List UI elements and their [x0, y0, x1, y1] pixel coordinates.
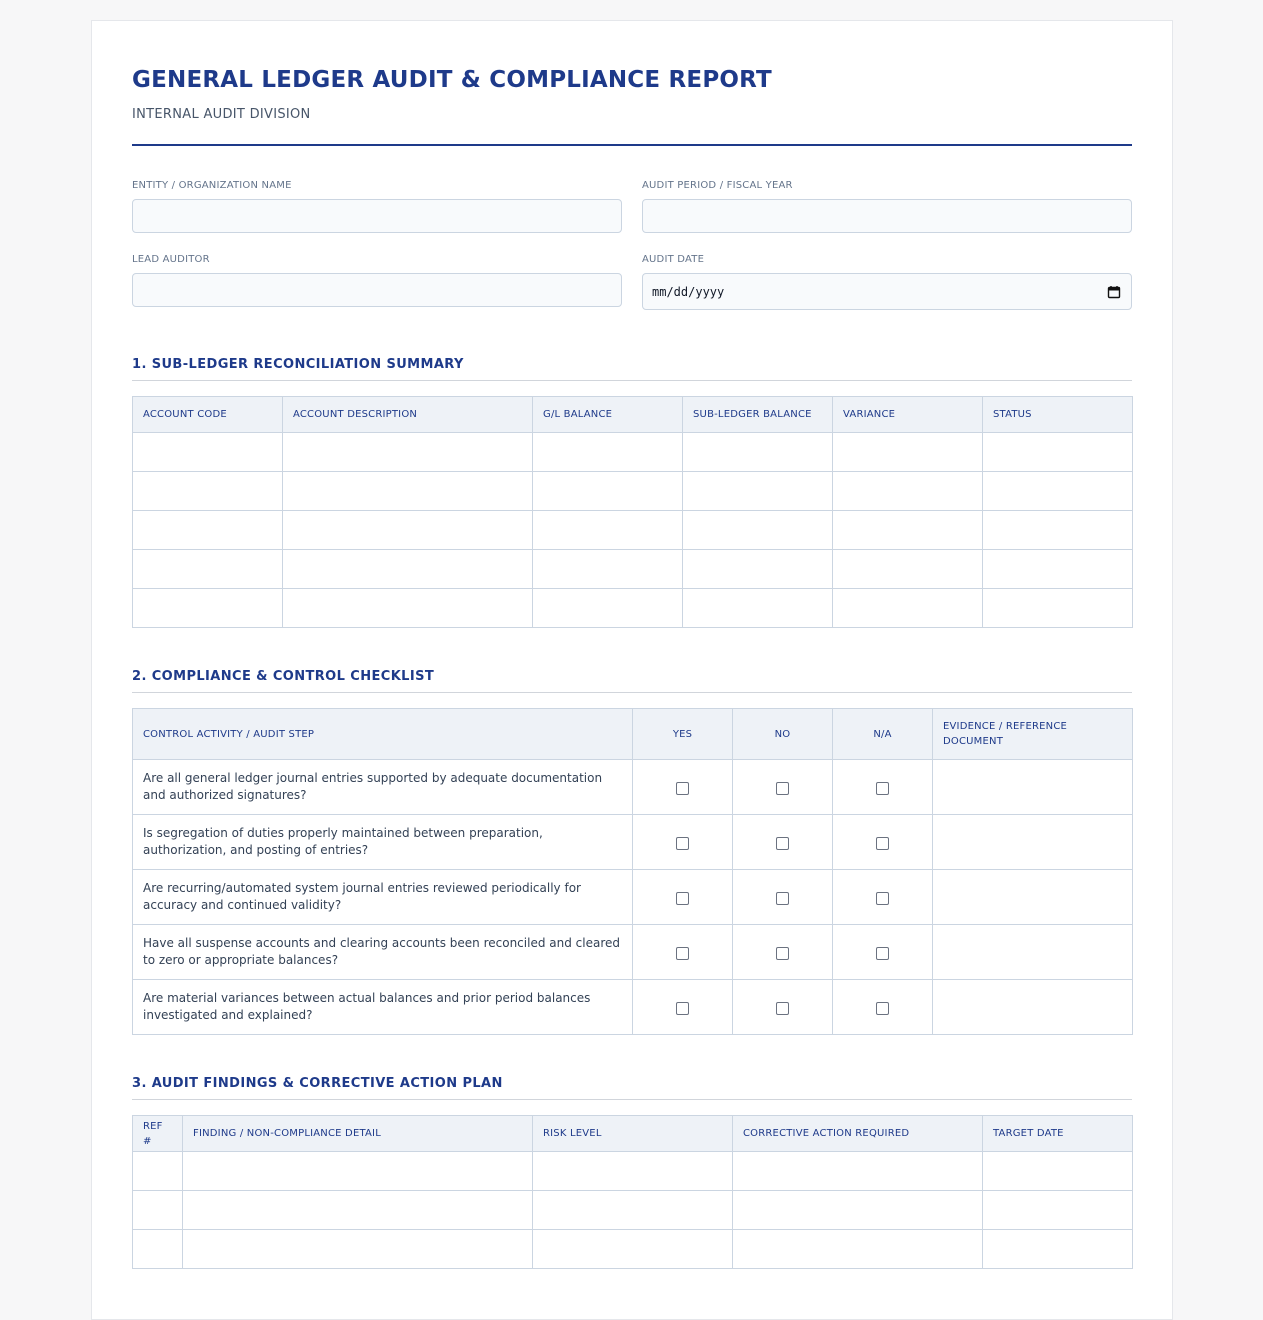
col-account-description: ACCOUNT DESCRIPTION: [283, 397, 533, 433]
no-checkbox[interactable]: [776, 1002, 789, 1015]
date-field-group: [642, 253, 1132, 310]
table-cell[interactable]: [533, 1230, 733, 1269]
na-cell: [833, 815, 933, 870]
table-cell[interactable]: [533, 472, 683, 511]
table-cell[interactable]: [533, 1191, 733, 1230]
table-cell[interactable]: [833, 589, 983, 628]
section-title-reconciliation: 1. SUB-LEDGER RECONCILIATION SUMMARY: [132, 357, 1132, 381]
checklist-row: [133, 870, 1133, 925]
findings-table: [132, 1115, 1133, 1269]
table-cell[interactable]: [683, 511, 833, 550]
yes-cell: [633, 925, 733, 980]
col-gl-balance: G/L BALANCE: [533, 397, 683, 433]
auditor-label: LEAD AUDITOR: [132, 254, 210, 265]
col-status: STATUS: [983, 397, 1133, 433]
yes-checkbox[interactable]: [676, 837, 689, 850]
calendar-icon[interactable]: [1107, 285, 1121, 299]
table-row: [133, 550, 1133, 589]
evidence-cell[interactable]: [933, 925, 1133, 980]
checklist-table: [132, 708, 1133, 1035]
col-no: NO: [733, 709, 833, 760]
na-cell: [833, 870, 933, 925]
no-checkbox[interactable]: [776, 782, 789, 795]
checklist-question: Is segregation of duties properly maintained between preparation, authorization, and posting of entries?: [133, 815, 633, 870]
table-cell[interactable]: [983, 1230, 1133, 1269]
table-row: [133, 511, 1133, 550]
table-cell[interactable]: [683, 550, 833, 589]
checklist-question: Are all general ledger journal entries supported by adequate documentation and authorized signatures?: [133, 760, 633, 815]
table-cell[interactable]: [283, 472, 533, 511]
checklist-row: [133, 925, 1133, 980]
audit-date-input[interactable]: [642, 273, 1132, 310]
no-cell: [733, 815, 833, 870]
table-cell[interactable]: [683, 472, 833, 511]
table-cell[interactable]: [183, 1230, 533, 1269]
na-checkbox[interactable]: [876, 782, 889, 795]
table-cell[interactable]: [283, 550, 533, 589]
yes-checkbox[interactable]: [676, 892, 689, 905]
col-evidence: EVIDENCE / REFERENCE DOCUMENT: [933, 709, 1133, 760]
table-cell[interactable]: [133, 472, 283, 511]
table-cell[interactable]: [983, 589, 1133, 628]
checklist-row: [133, 760, 1133, 815]
period-label: AUDIT PERIOD / FISCAL YEAR: [642, 180, 793, 191]
date-placeholder: mm/dd/yyyy: [652, 284, 725, 299]
table-cell[interactable]: [133, 433, 283, 472]
table-cell[interactable]: [283, 511, 533, 550]
na-checkbox[interactable]: [876, 947, 889, 960]
na-cell: [833, 925, 933, 980]
no-checkbox[interactable]: [776, 892, 789, 905]
na-cell: [833, 760, 933, 815]
table-cell[interactable]: [733, 1191, 983, 1230]
table-cell[interactable]: [833, 511, 983, 550]
table-row: [133, 1152, 1133, 1191]
no-checkbox[interactable]: [776, 947, 789, 960]
period-field-group: [642, 179, 1132, 233]
table-row: [133, 472, 1133, 511]
table-cell[interactable]: [683, 433, 833, 472]
period-input[interactable]: [642, 199, 1132, 233]
table-cell[interactable]: [283, 433, 533, 472]
reconciliation-header-row: [133, 397, 1133, 433]
col-sub-ledger-balance: SUB-LEDGER BALANCE: [683, 397, 833, 433]
checklist-header-row: [133, 709, 1133, 760]
table-cell[interactable]: [133, 1152, 183, 1191]
table-cell[interactable]: [833, 550, 983, 589]
yes-cell: [633, 815, 733, 870]
table-cell[interactable]: [133, 589, 283, 628]
section-findings: [132, 1076, 1132, 1269]
table-cell[interactable]: [533, 433, 683, 472]
checklist-question: Have all suspense accounts and clearing accounts been reconciled and cleared to zero or appropriate balances?: [133, 925, 633, 980]
table-cell[interactable]: [983, 472, 1133, 511]
table-cell[interactable]: [983, 433, 1133, 472]
col-finding-detail: FINDING / NON-COMPLIANCE DETAIL: [183, 1116, 533, 1152]
report-info-fields: [132, 179, 1132, 330]
table-cell[interactable]: [683, 589, 833, 628]
col-account-code: ACCOUNT CODE: [133, 397, 283, 433]
yes-checkbox[interactable]: [676, 782, 689, 795]
col-variance: VARIANCE: [833, 397, 983, 433]
yes-cell: [633, 870, 733, 925]
col-ref: REF #: [133, 1116, 183, 1152]
section-checklist: [132, 669, 1132, 1035]
table-cell[interactable]: [133, 1191, 183, 1230]
table-cell[interactable]: [983, 1152, 1133, 1191]
table-cell[interactable]: [983, 511, 1133, 550]
table-cell[interactable]: [133, 550, 283, 589]
checklist-row: [133, 815, 1133, 870]
table-row: [133, 433, 1133, 472]
no-checkbox[interactable]: [776, 837, 789, 850]
na-checkbox[interactable]: [876, 837, 889, 850]
no-cell: [733, 760, 833, 815]
table-cell[interactable]: [283, 589, 533, 628]
yes-cell: [633, 760, 733, 815]
yes-cell: [633, 980, 733, 1035]
auditor-input[interactable]: [132, 273, 622, 307]
date-label: AUDIT DATE: [642, 254, 705, 265]
evidence-cell[interactable]: [933, 760, 1133, 815]
section-reconciliation: [132, 357, 1132, 628]
entity-label: ENTITY / ORGANIZATION NAME: [132, 180, 292, 191]
no-cell: [733, 925, 833, 980]
section-title-findings: 3. AUDIT FINDINGS & CORRECTIVE ACTION PLAN: [132, 1076, 1132, 1100]
section-title-checklist: 2. COMPLIANCE & CONTROL CHECKLIST: [132, 669, 1132, 693]
report-subtitle: INTERNAL AUDIT DIVISION: [132, 107, 311, 122]
table-cell[interactable]: [533, 589, 683, 628]
col-risk-level: RISK LEVEL: [533, 1116, 733, 1152]
header-divider: [132, 144, 1132, 146]
evidence-cell[interactable]: [933, 980, 1133, 1035]
table-cell[interactable]: [733, 1230, 983, 1269]
table-cell[interactable]: [133, 511, 283, 550]
table-cell[interactable]: [533, 511, 683, 550]
col-corrective-action: CORRECTIVE ACTION REQUIRED: [733, 1116, 983, 1152]
table-cell[interactable]: [533, 550, 683, 589]
entity-field-group: [132, 179, 622, 233]
evidence-cell[interactable]: [933, 870, 1133, 925]
col-na: N/A: [833, 709, 933, 760]
table-cell[interactable]: [183, 1152, 533, 1191]
evidence-cell[interactable]: [933, 815, 1133, 870]
findings-header-row: [133, 1116, 1133, 1152]
na-checkbox[interactable]: [876, 1002, 889, 1015]
auditor-field-group: [132, 253, 622, 310]
table-row: [133, 1230, 1133, 1269]
report-page: [91, 20, 1173, 1320]
table-cell[interactable]: [833, 472, 983, 511]
no-cell: [733, 870, 833, 925]
table-row: [133, 1191, 1133, 1230]
table-cell[interactable]: [733, 1152, 983, 1191]
col-target-date: TARGET DATE: [983, 1116, 1133, 1152]
checklist-question: Are material variances between actual balances and prior period balances investigated and explained?: [133, 980, 633, 1035]
checklist-row: [133, 980, 1133, 1035]
col-control-activity: CONTROL ACTIVITY / AUDIT STEP: [133, 709, 633, 760]
reconciliation-table: [132, 396, 1133, 628]
report-title: GENERAL LEDGER AUDIT & COMPLIANCE REPORT: [132, 67, 772, 93]
table-cell[interactable]: [533, 1152, 733, 1191]
table-cell[interactable]: [983, 1191, 1133, 1230]
checklist-question: Are recurring/automated system journal entries reviewed periodically for accuracy and continued validity?: [133, 870, 633, 925]
table-row: [133, 589, 1133, 628]
table-cell[interactable]: [833, 433, 983, 472]
entity-input[interactable]: [132, 199, 622, 233]
na-checkbox[interactable]: [876, 892, 889, 905]
no-cell: [733, 980, 833, 1035]
table-cell[interactable]: [983, 550, 1133, 589]
table-cell[interactable]: [133, 1230, 183, 1269]
col-yes: YES: [633, 709, 733, 760]
na-cell: [833, 980, 933, 1035]
table-cell[interactable]: [183, 1191, 533, 1230]
yes-checkbox[interactable]: [676, 1002, 689, 1015]
yes-checkbox[interactable]: [676, 947, 689, 960]
